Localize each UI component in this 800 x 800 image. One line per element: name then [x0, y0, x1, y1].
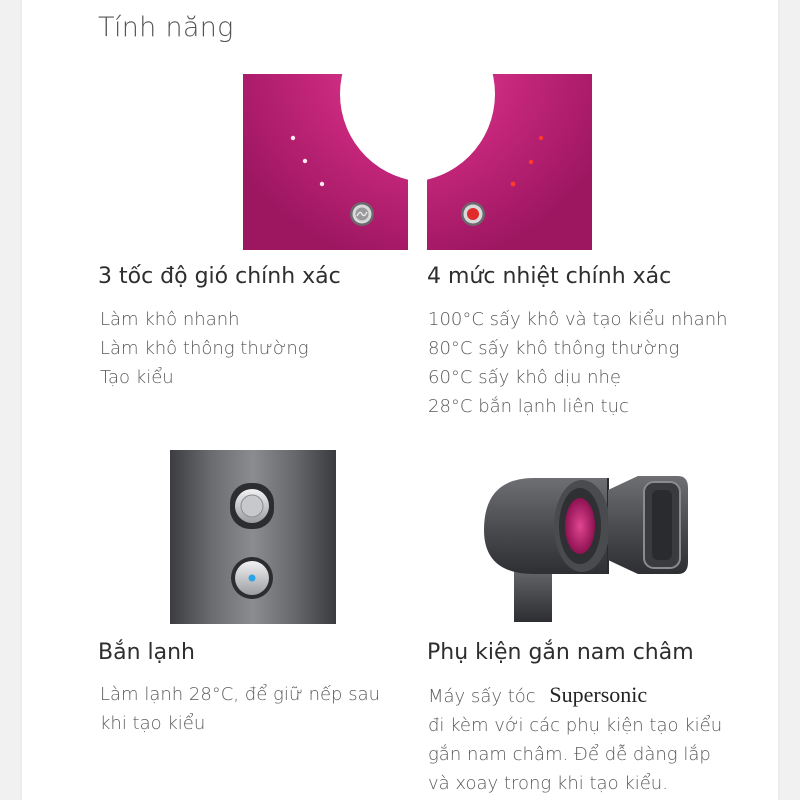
cold-shot-image	[170, 450, 336, 624]
feature-heading-speed: 3 tốc độ gió chính xác	[98, 264, 341, 289]
heat-button-icon	[461, 202, 485, 226]
heat-line: 100°C sấy khô và tạo kiểu nhanh	[428, 309, 728, 330]
heat-line: 60°C sấy khô dịu nhẹ	[428, 367, 621, 388]
heat-setting-image	[427, 74, 592, 250]
magnetic-attachment-image	[476, 462, 690, 622]
cold-shot-line: khi tạo kiểu	[100, 713, 206, 734]
feature-body-speed	[100, 305, 309, 392]
attachments-prefix: Máy sấy tóc	[428, 686, 536, 707]
speed-line: Làm khô nhanh	[100, 309, 240, 330]
speed-line: Làm khô thông thường	[100, 338, 309, 359]
brand-name: Supersonic	[549, 682, 648, 707]
cold-shot-button-icon	[231, 557, 273, 599]
speed-line: Tạo kiểu	[100, 367, 174, 388]
attachments-line: gắn nam châm. Để dễ dàng lắp	[428, 744, 711, 765]
attachments-line: và xoay trong khi tạo kiểu.	[428, 773, 668, 794]
airflow-speed-image	[243, 74, 408, 250]
feature-heading-attachments: Phụ kiện gắn nam châm	[427, 640, 694, 665]
speed-toggle-icon	[230, 483, 274, 529]
section-title: Tính năng	[98, 12, 234, 43]
cold-shot-line: Làm lạnh 28°C, để giữ nếp sau	[100, 684, 381, 705]
speed-button-icon	[350, 202, 374, 226]
feature-body-heat	[428, 305, 728, 421]
feature-body-attachments	[428, 680, 722, 798]
feature-heading-heat: 4 mức nhiệt chính xác	[427, 264, 672, 289]
attachments-line: đi kèm với các phụ kiện tạo kiểu	[428, 715, 723, 736]
heat-line: 80°C sấy khô thông thường	[428, 338, 680, 359]
attachments-line-first	[428, 680, 722, 711]
feature-heading-cold-shot: Bắn lạnh	[98, 640, 195, 665]
heat-line: 28°C bắn lạnh liên tục	[428, 396, 629, 417]
feature-body-cold-shot	[100, 680, 380, 738]
